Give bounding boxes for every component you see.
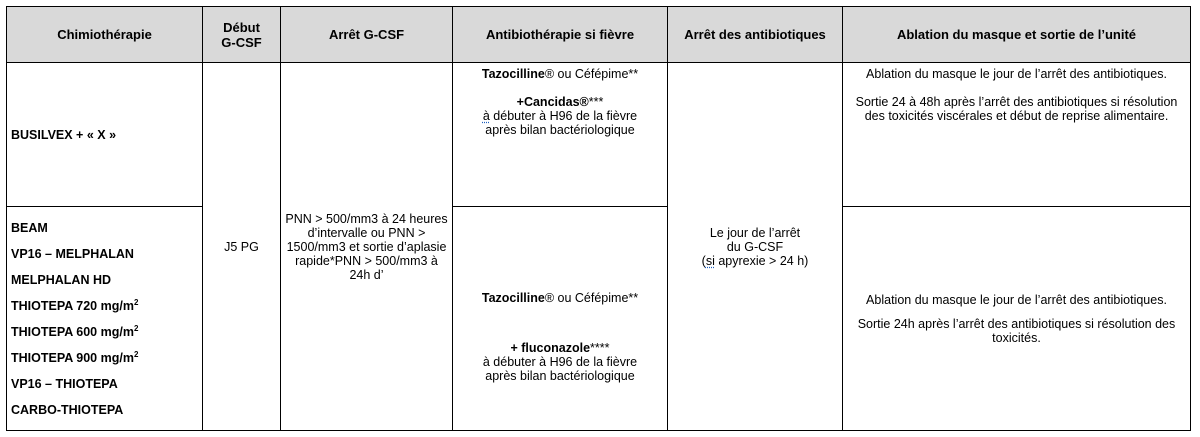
arret-antibio-line3 [672, 254, 838, 268]
ablation-others-line1: Ablation du masque le jour de l’arrêt des antibiotiques. [866, 292, 1167, 307]
cell-ablation-busilvex [843, 63, 1191, 207]
header-antibiotherapie: Antibiothérapie si fièvre [453, 7, 668, 63]
antibio-others-line1 [457, 291, 663, 305]
antibio-busilvex-line2 [457, 95, 663, 109]
ablation-busilvex-line2: Sortie 24 à 48h après l’arrêt des antibiotiques si résolution des toxicités viscérales et début de reprise alimentaire. [855, 95, 1178, 123]
cell-arret-antibiotiques [668, 63, 843, 431]
chemo-item-text: THIOTEPA 900 mg/m [11, 350, 134, 365]
chemo-item [11, 319, 198, 345]
ablation-busilvex-line1: Ablation du masque le jour de l’arrêt des antibiotiques. [866, 67, 1167, 81]
header-row [7, 7, 1191, 63]
chemo-item-text: VP16 – MELPHALAN [11, 246, 134, 261]
si-word: si [705, 253, 715, 268]
antibio-others-line2 [457, 341, 663, 355]
drug-fluconazole-suffix: **** [590, 340, 610, 355]
chemo-list [11, 215, 198, 423]
paren-open: ( [701, 253, 706, 268]
drug-cancidas-suffix: *** [588, 95, 604, 109]
chemo-item-sup: 2 [133, 349, 139, 359]
chemo-item [11, 397, 198, 423]
cell-ablation-others [843, 207, 1191, 431]
antibio-busilvex-start [457, 109, 663, 123]
antibio-busilvex-line1 [457, 67, 663, 81]
antibio-busilvex-start-line2: après bilan bactériologique [485, 123, 635, 137]
cell-antibio-busilvex [453, 63, 668, 207]
drug-tazocilline-2-suffix: ® ou Céfépime** [544, 290, 639, 305]
drug-tazocilline-suffix: ® ou Céfépime** [544, 67, 639, 81]
header-debut-gcsf [203, 7, 281, 63]
chemo-item-text: BEAM [11, 220, 48, 235]
chemo-item-text: THIOTEPA 600 mg/m [11, 324, 134, 339]
chemo-item-text: CARBO-THIOTEPA [11, 402, 124, 417]
chemo-item [11, 293, 198, 319]
start-rest: débuter à H96 de la fièvre [489, 109, 638, 123]
chemo-item-sup: 2 [133, 323, 139, 333]
antibio-others-start-line2: après bilan bactériologique [485, 368, 635, 383]
chemo-item-text: MELPHALAN HD [11, 272, 111, 287]
header-debut-line1: Début [223, 19, 260, 35]
ablation-others-line2: Sortie 24h après l’arrêt des antibiotiques si résolution des toxicités. [857, 316, 1176, 345]
drug-cancidas: +Cancidas® [516, 95, 589, 109]
drug-fluconazole: + fluconazole [510, 340, 591, 355]
header-arret-gcsf: Arrêt G-CSF [281, 7, 453, 63]
cell-chimio-busilvex: BUSILVEX + « X » [7, 63, 203, 207]
header-debut-line2: G-CSF [221, 34, 262, 50]
header-chimiotherapie: Chimiothérapie [7, 7, 203, 63]
chemo-item [11, 215, 198, 241]
chemo-item [11, 267, 198, 293]
cell-chimio-list [7, 207, 203, 431]
drug-tazocilline-2: Tazocilline [481, 290, 545, 305]
chemo-item-text: VP16 – THIOTEPA [11, 376, 118, 391]
drug-tazocilline: Tazocilline [481, 67, 545, 81]
chemo-item [11, 371, 198, 397]
arret-antibio-line1: Le jour de l’arrêt [709, 225, 801, 240]
chemo-item [11, 241, 198, 267]
chemo-item-text: THIOTEPA 720 mg/m [11, 298, 134, 313]
cell-antibio-others [453, 207, 668, 431]
apyrexie-text: apyrexie > 24 h) [714, 253, 809, 268]
header-ablation-sortie: Ablation du masque et sortie de l’unité [843, 7, 1191, 63]
protocol-table [6, 6, 1191, 431]
row-busilvex [7, 63, 1191, 207]
row-other-protocols [7, 207, 1191, 431]
antibio-others-start: à débuter à H96 de la fièvre [482, 354, 638, 369]
chemo-item-sup: 2 [133, 297, 139, 307]
cell-arret-gcsf: PNN > 500/mm3 à 24 heures d’intervalle ou PNN > 1500/mm3 et sortie d’aplasie rapide*PNN > 500/mm3 à 24h d’ [281, 63, 453, 431]
chemo-item [11, 345, 198, 371]
arret-antibio-line2: du G-CSF [726, 239, 784, 254]
cell-debut-gcsf: J5 PG [203, 63, 281, 431]
header-arret-antibiotiques: Arrêt des antibiotiques [668, 7, 843, 63]
start-a-word: à [482, 109, 490, 123]
